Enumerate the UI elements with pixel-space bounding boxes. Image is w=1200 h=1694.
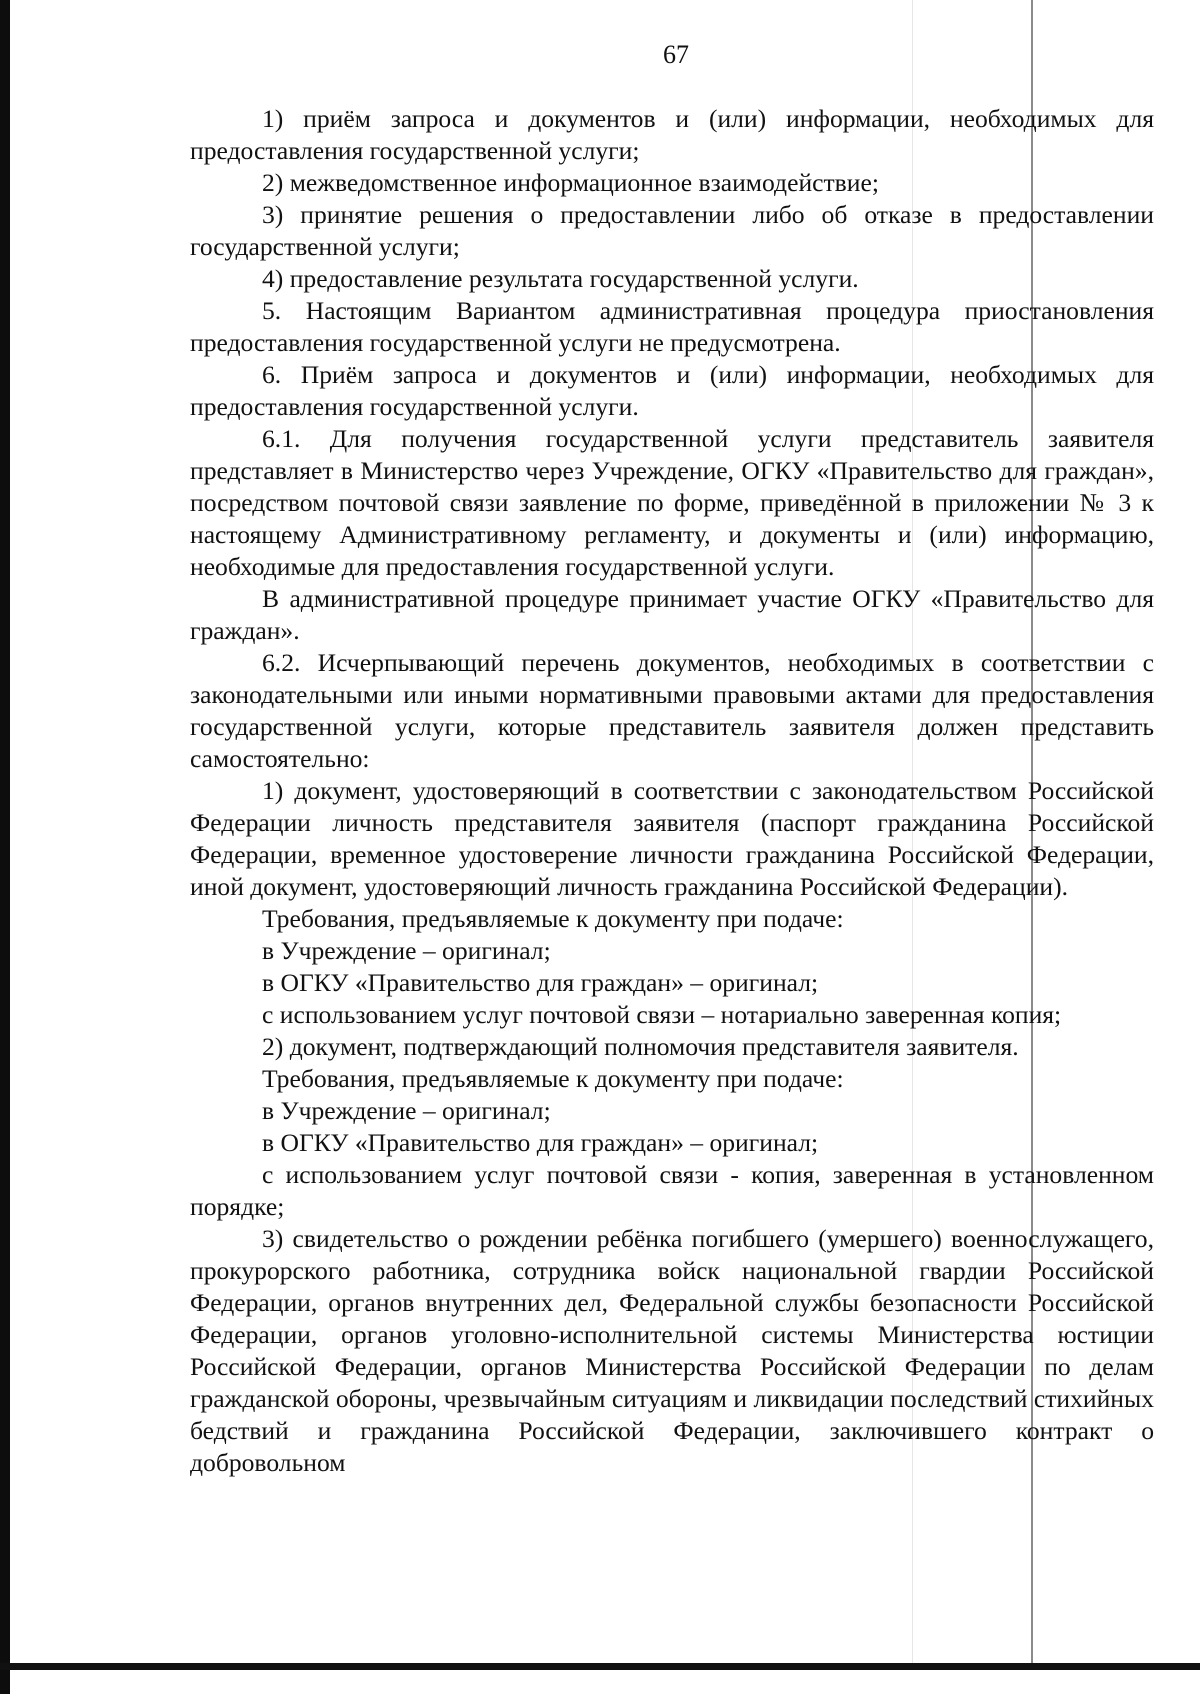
paragraph: Требования, предъявляемые к документу при подаче: <box>262 1064 844 1093</box>
paragraph: 3) свидетельство о рождении ребёнка погибшего (умершего) военнослужащего, прокурорского работника, сотрудника войск национальной гвардии Российской Федерации, органов внутренних дел, Федеральной службы безопасности Российской Федерации, органов уголовно-исполнительной системы Министерства юстиции Российской Федерации, органов Министерства Российской Федерации по делам гражданской обороны, чрезвычайным ситуациям и ликвидации последствий стихийных бедствий и гражданина Российской Федерации, заключившего контракт о добровольном <box>190 1224 1154 1477</box>
paragraph: в Учреждение – оригинал; <box>262 1096 551 1125</box>
paragraph: 2) межведомственное информационное взаимодействие; <box>262 168 879 197</box>
paragraph: Требования, предъявляемые к документу при подаче: <box>262 904 844 933</box>
paragraph: 3) принятие решения о предоставлении либо об отказе в предоставлении государственной услуги; <box>190 200 1154 261</box>
paragraph: с использованием услуг почтовой связи – нотариально заверенная копия; <box>262 1000 1062 1029</box>
paragraph: 4) предоставление результата государственной услуги. <box>262 264 859 293</box>
document-body <box>190 103 1154 1479</box>
paragraph: в ОГКУ «Правительство для граждан» – оригинал; <box>262 968 819 997</box>
paragraph: 6.1. Для получения государственной услуги представитель заявителя представляет в Министерство через Учреждение, ОГКУ «Правительство для граждан», посредством почтовой связи заявление по форме, приведённой в приложении № 3 к настоящему Административному регламенту, и документы и (или) информацию, необходимые для предоставления государственной услуги. <box>190 424 1154 581</box>
scan-edge-bottom <box>0 1663 1200 1670</box>
paragraph: 1) приём запроса и документов и (или) информации, необходимых для предоставления государственной услуги; <box>190 104 1154 165</box>
paragraph: 5. Настоящим Вариантом административная процедура приостановления предоставления государственной услуги не предусмотрена. <box>190 296 1154 357</box>
page-number: 67 <box>663 40 689 69</box>
scan-edge-left <box>0 0 10 1694</box>
paragraph: в ОГКУ «Правительство для граждан» – оригинал; <box>262 1128 819 1157</box>
paragraph: в Учреждение – оригинал; <box>262 936 551 965</box>
paragraph: с использованием услуг почтовой связи - копия, заверенная в установленном порядке; <box>190 1160 1154 1221</box>
paragraph: 6. Приём запроса и документов и (или) информации, необходимых для предоставления государственной услуги. <box>190 360 1154 421</box>
paragraph: 1) документ, удостоверяющий в соответствии с законодательством Российской Федерации личность представителя заявителя (паспорт гражданина Российской Федерации, временное удостоверение личности гражданина Российской Федерации, иной документ, удостоверяющий личность гражданина Российской Федерации). <box>190 776 1154 901</box>
paragraph: В административной процедуре принимает участие ОГКУ «Правительство для граждан». <box>190 584 1154 645</box>
paragraph: 6.2. Исчерпывающий перечень документов, необходимых в соответствии с законодательными или иными нормативными правовыми актами для предоставления государственной услуги, которые представитель заявителя должен представить самостоятельно: <box>190 648 1154 773</box>
paragraph: 2) документ, подтверждающий полномочия представителя заявителя. <box>262 1032 1019 1061</box>
